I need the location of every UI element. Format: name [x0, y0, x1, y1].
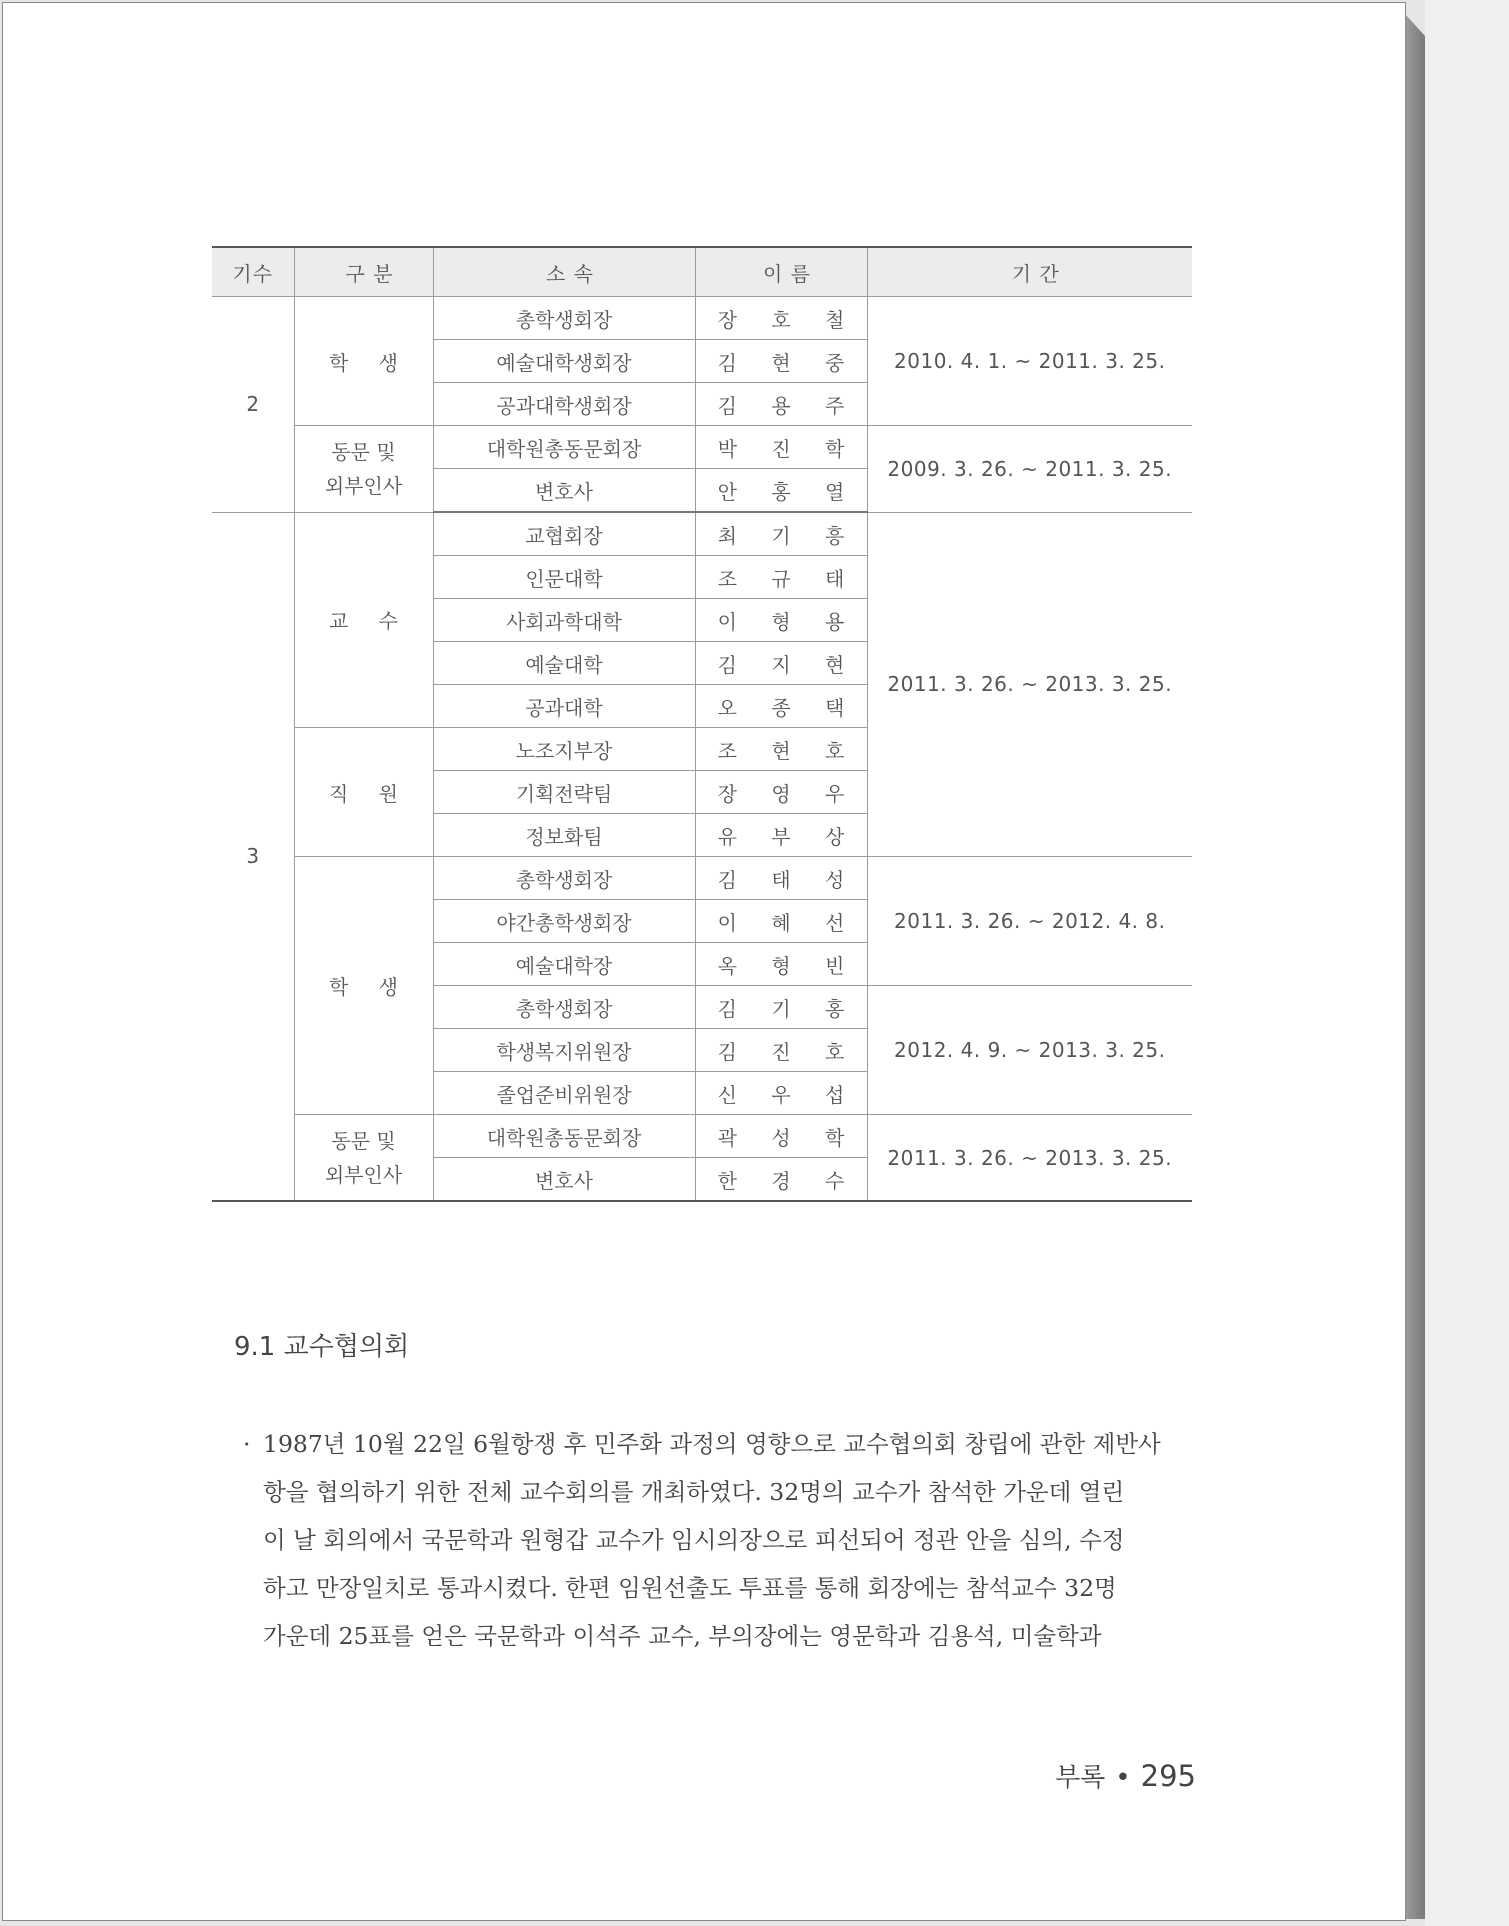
name-cell: 옥 형 빈: [695, 943, 867, 986]
section-heading: 9.1 교수협의회: [234, 1332, 410, 1362]
name-cell: 한 경 수: [695, 1158, 867, 1202]
affiliation-cell: 학생복지위원장: [433, 1029, 695, 1072]
period-cell: 2009. 3. 26. ~ 2011. 3. 25.: [867, 426, 1192, 513]
name-cell: 김 진 호: [695, 1029, 867, 1072]
name-cell: 이 형 용: [695, 599, 867, 642]
affiliation-cell: 인문대학: [433, 556, 695, 599]
name-cell: 장 호 철: [695, 297, 867, 340]
period-cell: 2011. 3. 26. ~ 2012. 4. 8.: [867, 857, 1192, 986]
table-row: [212, 1115, 1192, 1158]
category-cell: 직 원: [294, 728, 433, 857]
generation-cell: 2: [212, 297, 294, 513]
paragraph-line: [243, 1420, 1197, 1468]
name-cell: 김 용 주: [695, 383, 867, 426]
affiliation-cell: 변호사: [433, 469, 695, 513]
affiliation-cell: 예술대학생회장: [433, 340, 695, 383]
name-cell: 곽 성 학: [695, 1115, 867, 1158]
affiliation-cell: 대학원총동문회장: [433, 1115, 695, 1158]
bullet-mark: ·: [243, 1430, 251, 1458]
category-cell: 학 생: [294, 857, 433, 1115]
paragraph-line: 가운데 25표를 얻은 국문학과 이석주 교수, 부의장에는 영문학과 김용석, 미술학과: [263, 1622, 1102, 1650]
affiliation-cell: 총학생회장: [433, 857, 695, 900]
affiliation-cell: 예술대학: [433, 642, 695, 685]
category-cell: 동문 및 외부인사: [294, 426, 433, 513]
name-cell: 이 혜 선: [695, 900, 867, 943]
affiliation-cell: 총학생회장: [433, 986, 695, 1029]
affiliation-cell: 예술대학장: [433, 943, 695, 986]
period-cell: 2011. 3. 26. ~ 2013. 3. 25.: [867, 1115, 1192, 1202]
footer-separator: •: [1115, 1763, 1131, 1793]
affiliation-cell: 야간총학생회장: [433, 900, 695, 943]
header-affiliation: 소 속: [433, 247, 695, 297]
name-cell: 오 종 택: [695, 685, 867, 728]
category-cell: 교 수: [294, 512, 433, 728]
paragraph-line: 하고 만장일치로 통과시켰다. 한편 임원선출도 투표를 통해 회장에는 참석교수 32명: [263, 1574, 1117, 1602]
committee-roster-table: [212, 246, 1192, 1202]
affiliation-cell: 정보화팀: [433, 814, 695, 857]
header-period: 기 간: [867, 247, 1192, 297]
period-cell: 2010. 4. 1. ~ 2011. 3. 25.: [867, 297, 1192, 426]
page-edge-shadow: [1405, 14, 1425, 1919]
category-cell: 동문 및 외부인사: [294, 1115, 433, 1202]
name-cell: 신 우 섭: [695, 1072, 867, 1115]
affiliation-cell: 기획전략팀: [433, 771, 695, 814]
paragraph-line: 항을 협의하기 위한 전체 교수회의를 개최하였다. 32명의 교수가 참석한 가운데 열린: [263, 1478, 1125, 1506]
header-generation: 기수: [212, 247, 294, 297]
page-footer: [1055, 1757, 1196, 1794]
name-cell: 유 부 상: [695, 814, 867, 857]
period-cell: 2012. 4. 9. ~ 2013. 3. 25.: [867, 986, 1192, 1115]
affiliation-cell: 변호사: [433, 1158, 695, 1202]
name-cell: 김 현 중: [695, 340, 867, 383]
name-cell: 조 현 호: [695, 728, 867, 771]
body-paragraph: [243, 1420, 1197, 1660]
table-row: [212, 512, 1192, 556]
paragraph-line: 이 날 회의에서 국문학과 원형갑 교수가 임시의장으로 피선되어 정관 안을 심의, 수정: [263, 1526, 1125, 1554]
affiliation-cell: 노조지부장: [433, 728, 695, 771]
header-category: 구 분: [294, 247, 433, 297]
name-cell: 조 규 태: [695, 556, 867, 599]
period-cell: 2011. 3. 26. ~ 2013. 3. 25.: [867, 512, 1192, 857]
name-cell: 장 영 우: [695, 771, 867, 814]
category-cell: 학 생: [294, 297, 433, 426]
table-row: [212, 857, 1192, 900]
name-cell: 김 태 성: [695, 857, 867, 900]
affiliation-cell: 대학원총동문회장: [433, 426, 695, 469]
name-cell: 박 진 학: [695, 426, 867, 469]
affiliation-cell: 졸업준비위원장: [433, 1072, 695, 1115]
table-header-row: [212, 247, 1192, 297]
affiliation-cell: 총학생회장: [433, 297, 695, 340]
name-cell: 최 기 흥: [695, 512, 867, 556]
table-row: [212, 426, 1192, 469]
affiliation-cell: 공과대학: [433, 685, 695, 728]
line-text: 1987년 10월 22일 6월항쟁 후 민주화 과정의 영향으로 교수협의회 창립에 관한 제반사: [263, 1430, 1161, 1458]
header-name: 이 름: [695, 247, 867, 297]
affiliation-cell: 사회과학대학: [433, 599, 695, 642]
affiliation-cell: 공과대학생회장: [433, 383, 695, 426]
affiliation-cell: 교협회장: [433, 512, 695, 556]
name-cell: 김 기 홍: [695, 986, 867, 1029]
page-number: 295: [1140, 1759, 1196, 1793]
footer-label: 부록: [1055, 1763, 1106, 1793]
generation-cell: 3: [212, 512, 294, 1201]
background: [1425, 0, 1509, 1926]
name-cell: 김 지 현: [695, 642, 867, 685]
table-row: [212, 297, 1192, 340]
name-cell: 안 홍 열: [695, 469, 867, 513]
